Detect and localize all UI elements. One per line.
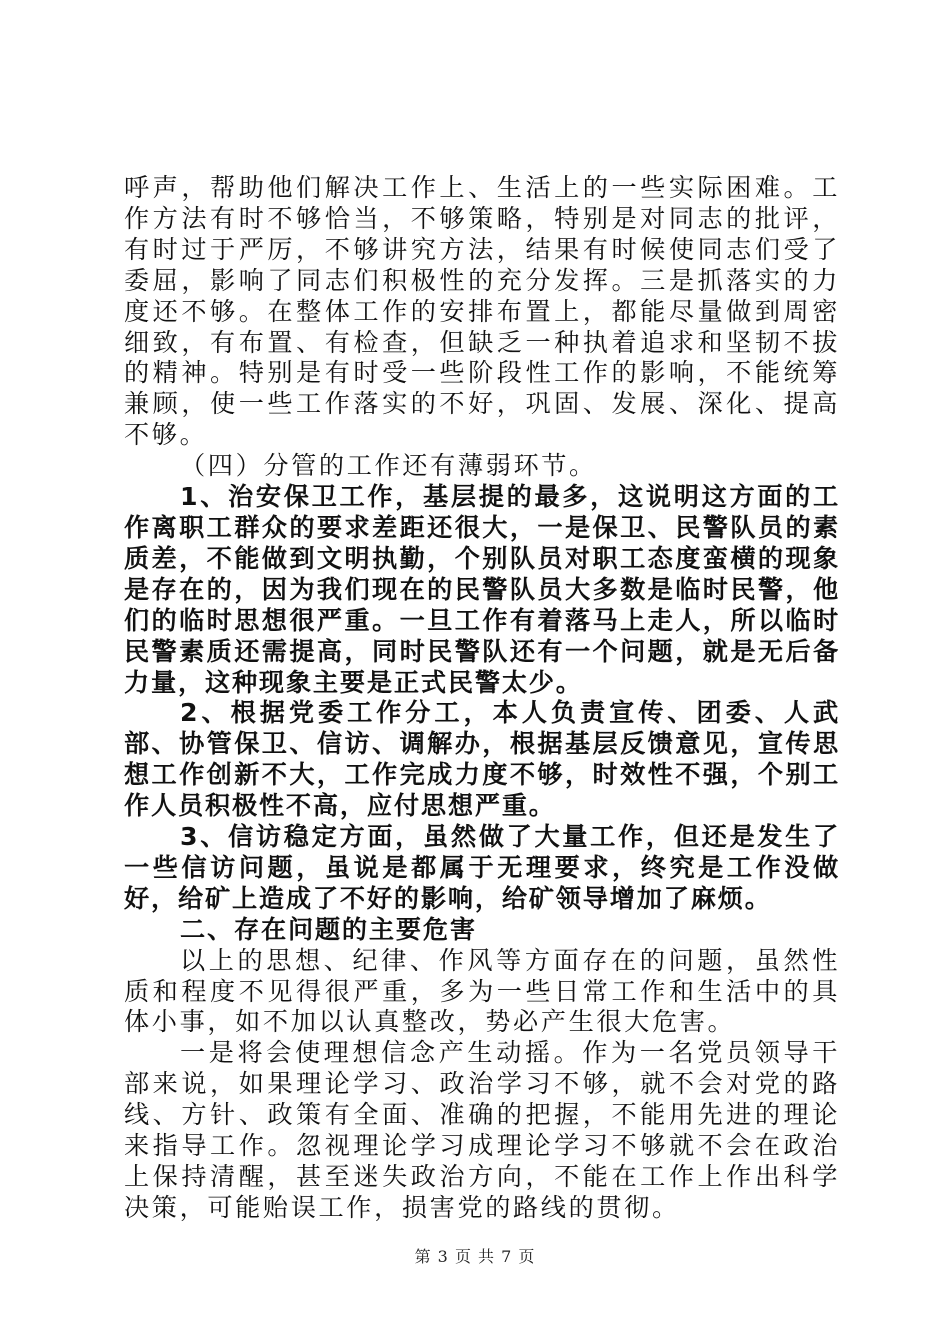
section-heading-four: （四）分管的工作还有薄弱环节。 xyxy=(180,451,597,481)
section-heading-two: 二、存在问题的主要危害 xyxy=(180,914,477,944)
paragraph-party-division: 2、根据党委工作分工，本人负责宣传、团委、人武部、协管保卫、信访、调解办，根据基层反馈意见，宣传思想工作创新不大，工作完成力度不够，时效性不强，个别工作人员积极性不高，应付思想严重。 xyxy=(124,698,840,821)
page-number-footer: 第 3 页 共 7 页 xyxy=(414,1247,536,1266)
paragraph-harm-one: 一是将会使理想信念产生动摇。作为一名党员领导干部来说，如果理论学习、政治学习不够，就不会对党的路线、方针、政策有全面、准确的把握，不能用先进的理论来指导工作。忽视理论学习成理论学习不够就不会在政治上保持清醒，甚至迷失政治方向，不能在工作上作出科学决策，可能贻误工作，损害党的路线的贯彻。 xyxy=(124,1038,840,1222)
paragraph-security-work: 1、治安保卫工作，基层提的最多，这说明这方面的工作离职工群众的要求差距还很大，一是保卫、民警队员的素质差，不能做到文明执勤，个别队员对职工态度蛮横的现象是存在的，因为我们现在的民警队员大多数是临时民警，他们的临时思想很严重。一旦工作有着落马上走人，所以临时民警素质还需提高，同时民警队还有一个问题，就是无后备力量，这种现象主要是正式民警太少。 xyxy=(124,482,840,697)
document-body xyxy=(124,173,840,1224)
paragraph-continuation: 呼声，帮助他们解决工作上、生活上的一些实际困难。工作方法有时不够恰当，不够策略，特别是对同志的批评，有时过于严厉，不够讲究方法，结果有时候使同志们受了委屈，影响了同志们积极性的充分发挥。三是抓落实的力度还不够。在整体工作的安排布置上，都能尽量做到周密细致，有布置、有检查，但缺乏一种执着追求和坚韧不拔的精神。特别是有时受一些阶段性工作的影响，不能统筹兼顾，使一些工作落实的不好，巩固、发展、深化、提高不够。 xyxy=(124,173,840,450)
paragraph-petition-stability: 3、信访稳定方面，虽然做了大量工作，但还是发生了一些信访问题，虽说是都属于无理要求，终究是工作没做好，给矿上造成了不好的影响，给矿领导增加了麻烦。 xyxy=(124,822,840,913)
paragraph-harm-intro: 以上的思想、纪律、作风等方面存在的问题，虽然性质和程度不见得很严重，多为一些日常工作和生活中的具体小事，如不加以认真整改，势必产生很大危害。 xyxy=(124,945,840,1037)
